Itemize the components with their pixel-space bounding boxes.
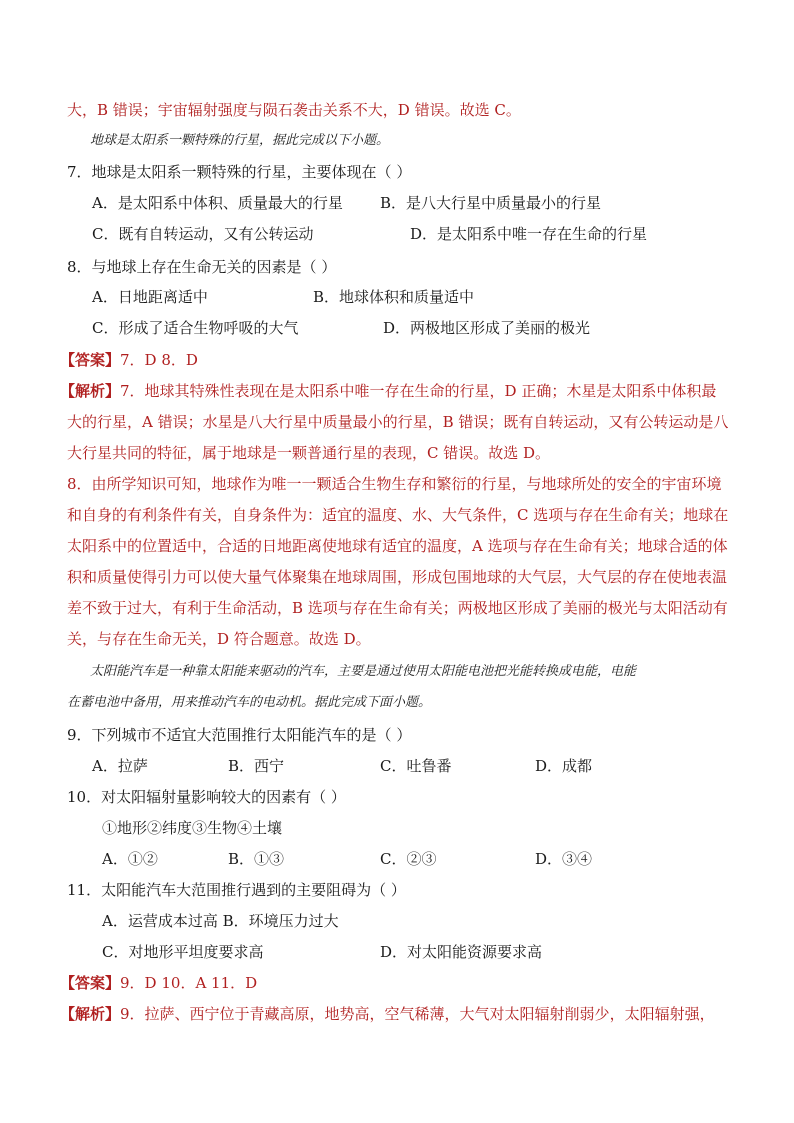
q10-items: ①地形②纬度③生物④土壤 — [102, 819, 283, 837]
q9-option-c: C．吐鲁番 — [380, 757, 452, 775]
q10-option-d: D．③④ — [535, 850, 593, 868]
analysis-text: 7．地球其特殊性表现在是太阳系中唯一存在生命的行星，D 正确；木星是太阳系中体积最 — [120, 382, 717, 400]
q7-option-a: A．是太阳系中体积、质量最大的行星 — [92, 194, 343, 212]
q11-stem: 11．太阳能汽车大范围推行遇到的主要阻碍为（ ） — [67, 881, 406, 899]
q10-option-c: C．②③ — [380, 850, 437, 868]
group1-analysis-line-5: 和自身的有利条件有关，自身条件为：适宜的温度、水、大气条件，C 选项与存在生命有关；地球在 — [67, 506, 729, 524]
q7-option-d: D．是太阳系中唯一存在生命的行星 — [410, 225, 648, 243]
q8-option-c: C．形成了适合生物呼吸的大气 — [92, 319, 299, 337]
group1-analysis-line-6: 太阳系中的位置适中，合适的日地距离使地球有适宜的温度，A 选项与存在生命有关；地球合适的体 — [67, 537, 728, 555]
group2-analysis-line-1 — [60, 1003, 734, 1025]
q11-option-c: C．对地形平坦度要求高 — [102, 943, 264, 961]
group2-intro-line-2: 在蓄电池中备用，用来推动汽车的电动机。据此完成下面小题。 — [67, 695, 432, 710]
answer-text: 9．D 10．A 11．D — [120, 974, 258, 992]
q9-option-d: D．成都 — [535, 757, 593, 775]
analysis-label: 【解析】 — [60, 382, 121, 400]
q9-option-a: A．拉萨 — [92, 757, 148, 775]
q8-option-a: A．日地距离适中 — [92, 288, 208, 306]
group1-analysis-line-4: 8．由所学知识可知，地球作为唯一一颗适合生物生存和繁衍的行星，与地球所处的安全的宇宙环境 — [67, 475, 722, 493]
q8-option-d: D．两极地区形成了美丽的极光 — [383, 319, 591, 337]
q8-stem: 8．与地球上存在生命无关的因素是（ ） — [67, 258, 337, 276]
q9-option-b: B．西宁 — [228, 757, 285, 775]
group1-answer — [60, 349, 734, 371]
q10-option-b: B．①③ — [228, 850, 285, 868]
q7-option-b: B．是八大行星中质量最小的行星 — [380, 194, 602, 212]
q9-stem: 9．下列城市不适宜大范围推行太阳能汽车的是（ ） — [67, 726, 412, 744]
answer-text: 7．D 8．D — [120, 351, 198, 369]
answer-label: 【答案】 — [60, 974, 121, 992]
group1-analysis-line-3: 大行星共同的特征，属于地球是一颗普通行星的表现，C 错误。故选 D。 — [67, 444, 551, 462]
answer-label: 【答案】 — [60, 351, 121, 369]
q7-option-c: C．既有自转运动，又有公转运动 — [92, 225, 314, 243]
group1-analysis-line-8: 差不致于过大，有利于生命活动，B 选项与存在生命有关；两极地区形成了美丽的极光与太阳活动有 — [67, 599, 728, 617]
q11-option-ab: A．运营成本过高 B．环境压力过大 — [102, 912, 339, 930]
group1-analysis-line-2: 大的行星，A 错误；水星是八大行星中质量最小的行星，B 错误；既有自转运动，又有公转运动是八 — [67, 413, 729, 431]
group1-analysis-line-1 — [60, 380, 734, 402]
q8-option-b: B．地球体积和质量适中 — [313, 288, 475, 306]
analysis-label: 【解析】 — [60, 1005, 121, 1023]
q10-option-a: A．①② — [102, 850, 158, 868]
group1-analysis-line-9: 关，与存在生命无关，D 符合题意。故选 D。 — [67, 630, 371, 648]
group2-answer — [60, 972, 734, 994]
group1-intro: 地球是太阳系一颗特殊的行星，据此完成以下小题。 — [90, 133, 390, 148]
q7-stem: 7．地球是太阳系一颗特殊的行星，主要体现在（ ） — [67, 163, 412, 181]
group2-intro-line-1: 太阳能汽车是一种靠太阳能来驱动的汽车，主要是通过使用太阳能电池把光能转换成电能，电能 — [90, 664, 637, 679]
analysis-text: 9．拉萨、西宁位于青藏高原，地势高，空气稀薄，大气对太阳辐射削弱少，太阳辐射强， — [120, 1005, 715, 1023]
q11-option-d: D．对太阳能资源要求高 — [380, 943, 543, 961]
q10-stem: 10．对太阳辐射量影响较大的因素有（ ） — [67, 788, 346, 806]
continuation-text: 大，B 错误；宇宙辐射强度与陨石袭击关系不大，D 错误。故选 C。 — [67, 101, 521, 119]
group1-analysis-line-7: 积和质量使得引力可以使大量气体聚集在地球周围，形成包围地球的大气层，大气层的存在使地表温 — [67, 568, 728, 586]
